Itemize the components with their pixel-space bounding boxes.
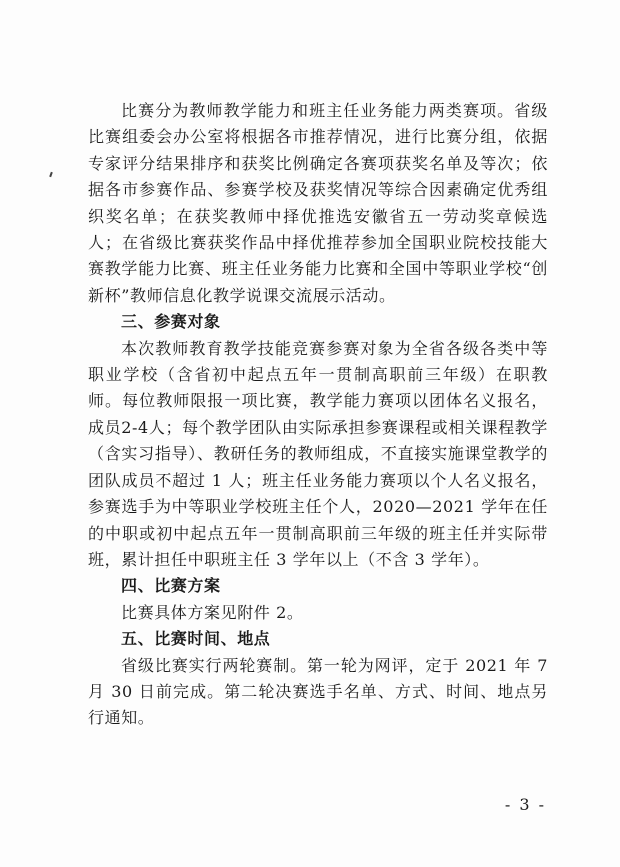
page-number: - 3 - bbox=[504, 795, 546, 814]
heading-participants: 三、参赛对象 bbox=[121, 312, 221, 332]
heading-time-location: 五、比赛时间、地点 bbox=[121, 629, 271, 649]
paragraph-time-location: 省级比赛实行两轮赛制。第一轮为网评，定于 2021 年 7 月 30 日前完成。第二轮决赛选手名单、方式、时间、地点另行通知。 bbox=[88, 655, 548, 728]
paragraph-competition-categories: 比赛分为教师教学能力和班主任业务能力两类赛项。省级比赛组委会办公室将根据各市推荐情况，进行比赛分组，依据专家评分结果排序和获奖比例确定各赛项获奖名单及等次；依据各市参赛作品、参赛学校及获奖情况等综合因素确定优秀组织奖名单；在获奖教师中择优推选安徽省五一劳动奖章候选人；在省级比赛获奖作品中择优推荐参加全国职业院校技能大赛教学能力比赛、班主任业务能力比赛和全国中等职业学校“创新杯”教师信息化教学说课交流展示活动。 bbox=[88, 101, 548, 305]
paragraph-participants: 本次教师教育教学技能竞赛参赛对象为全省各级各类中等职业学校（含省初中起点五年一贯制高职前三年级）在职教师。每位教师限报一项比赛，教学能力赛项以团体名义报名，成员2-4人；每个教学团队由实际承担参赛课程或相关课程教学（含实习指导）、教研任务的教师组成，不直接实施课堂教学的团队成员不超过 1 人；班主任业务能力赛项以个人名义报名，参赛选手为中等职业学校班主任个人，2020—2021 学年在任的中职或初中起点五年一贯制高职前三年级的班主任并实际带班，累计担任中职班主任 3 学年以上（不含 3 学年）。 bbox=[88, 338, 548, 569]
paragraph-competition-plan: 比赛具体方案见附件 2。 bbox=[121, 602, 304, 622]
margin-mark bbox=[49, 172, 53, 177]
heading-competition-plan: 四、比赛方案 bbox=[121, 576, 221, 596]
document-body bbox=[88, 98, 548, 732]
